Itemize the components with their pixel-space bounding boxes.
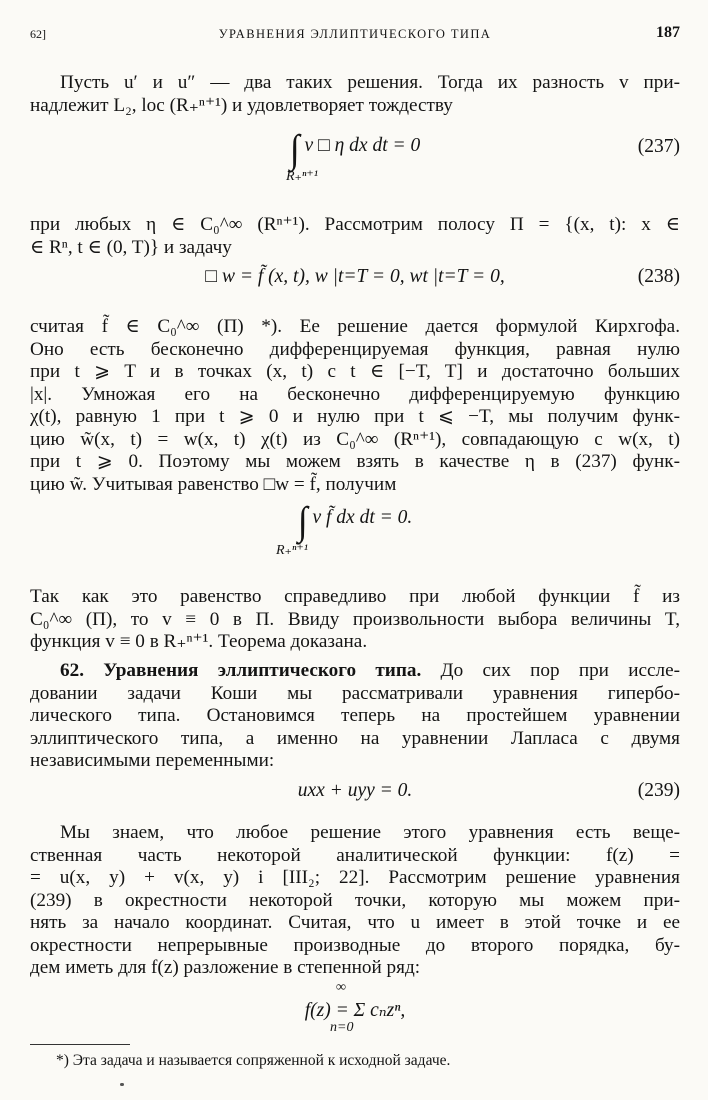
equation-body: □ w = f̃ (x, t), w |t=T = 0, wt |t=T = 0, bbox=[205, 266, 505, 287]
text-line: C₀^∞ (Π), то v ≡ 0 в Π. Ввиду произвольности выбора величины T, bbox=[30, 608, 680, 630]
text-line: независимыми переменными: bbox=[30, 750, 275, 771]
equation-239 bbox=[30, 780, 680, 820]
paragraph-3 bbox=[30, 316, 680, 496]
sum-lower-limit: n=0 bbox=[330, 1020, 354, 1035]
footnote-rule bbox=[30, 1044, 130, 1045]
text-line: окрестности непрерывные производные до второго порядка, бу- bbox=[30, 934, 680, 956]
print-mark bbox=[120, 1083, 124, 1086]
text-line: (239) в окрестности некоторой точки, которую мы можем при- bbox=[30, 889, 680, 911]
text-line: надлежит L₂, loc (R₊ⁿ⁺¹) и удовлетворяет тождеству bbox=[30, 94, 453, 116]
integral-limit: R₊ⁿ⁺¹ bbox=[276, 543, 308, 558]
text-line: дем иметь для f(z) разложение в степенной ряд: bbox=[30, 957, 421, 978]
running-header bbox=[30, 24, 680, 48]
integral-limit: R₊ⁿ⁺¹ bbox=[286, 169, 318, 184]
text-line: Мы знаем, что любое решение этого уравнения есть веще- bbox=[60, 822, 680, 843]
integral-sign: ∫ bbox=[297, 499, 308, 543]
footnote: *) Эта задача и называется сопряженной к исходной задаче. bbox=[56, 1052, 451, 1069]
integral-sign: ∫ bbox=[289, 127, 300, 171]
text-line: Пусть u′ и u″ — два таких решения. Тогда их разность v при- bbox=[60, 72, 680, 93]
text-line: при t ⩾ T и в точках (x, t) с t ∈ [−T, T] и достаточно больших bbox=[30, 361, 680, 382]
text-line: |x|. Умножая его на бесконечно дифференцируемую функцию bbox=[30, 383, 680, 405]
text-line: χ(t), равную 1 при t ⩾ 0 и нулю при t ⩽ −T, мы получим функ- bbox=[30, 406, 680, 427]
equation-body: uxx + uyy = 0. bbox=[297, 780, 413, 801]
text-line: цию w̃. Учитывая равенство □w = f̃, получим bbox=[30, 473, 397, 495]
running-title: УРАВНЕНИЯ ЭЛЛИПТИЧЕСКОГО ТИПА bbox=[218, 27, 492, 41]
page-number: 187 bbox=[656, 24, 680, 41]
sum-upper-limit: ∞ bbox=[336, 980, 346, 995]
equation-number: (238) bbox=[637, 266, 680, 287]
text-line: при любых η ∈ C₀^∞ (Rⁿ⁺¹). Рассмотрим полосу Π = {(x, t): x ∈ bbox=[30, 214, 680, 235]
text-line: эллиптического типа, а именно на уравнении Лапласа с двумя bbox=[30, 727, 680, 749]
text-line: Оно есть бесконечно дифференцируемая функция, равная нулю bbox=[30, 338, 680, 360]
text-line: нять за начало координат. Считая, что u имеет в этой точке и ее bbox=[30, 912, 680, 933]
equation-body: f(z) = Σ cₙzⁿ, bbox=[304, 1000, 406, 1021]
equation-237 bbox=[30, 128, 680, 190]
paragraph-2 bbox=[30, 214, 680, 259]
section-heading: 62. Уравнения эллиптического типа. bbox=[60, 660, 422, 681]
text-line: цию w̃(x, t) = w(x, t) χ(t) из C₀^∞ (Rⁿ⁺¹), совпадающую с w(x, t) bbox=[30, 428, 680, 450]
equation-power-series bbox=[30, 980, 680, 1040]
paragraph-1 bbox=[30, 72, 680, 117]
equation-body: v □ η dx dt = 0 bbox=[304, 135, 421, 156]
equation-238 bbox=[30, 266, 680, 306]
equation-body: v f̃ dx dt = 0. bbox=[312, 507, 413, 528]
section-marker: 62] bbox=[30, 27, 46, 41]
text-line: лического типа. Остановимся теперь на простейшем уравнении bbox=[30, 705, 680, 726]
text-line: функция v ≡ 0 в R₊ⁿ⁺¹. Теорема доказана. bbox=[30, 631, 368, 652]
section-62 bbox=[30, 660, 680, 773]
equation-number: (237) bbox=[637, 136, 680, 157]
text-line: Так как это равенство справедливо при любой функции f̃ из bbox=[30, 586, 680, 607]
text-line: при t ⩾ 0. Поэтому мы можем взять в качестве η в (237) функ- bbox=[30, 451, 680, 472]
equation-number: (239) bbox=[637, 780, 680, 801]
text-line: = u(x, y) + v(x, y) i [III₂; 22]. Рассмотрим решение уравнения bbox=[30, 867, 680, 888]
text-line: ственная часть некоторой аналитической функции: f(z) = bbox=[30, 844, 680, 866]
paragraph-5 bbox=[30, 822, 680, 980]
text-line: довании задачи Коши мы рассматривали уравнения гипербо- bbox=[30, 682, 680, 704]
paragraph-4 bbox=[30, 586, 680, 654]
text-line: считая f̃ ∈ C₀^∞ (Π) *). Ее решение дается формулой Кирхгофа. bbox=[30, 316, 680, 337]
text-line: ∈ Rⁿ, t ∈ (0, T)} и задачу bbox=[30, 236, 232, 258]
text-line: 62. Уравнения эллиптического типа. До сих пор при иссле- bbox=[60, 660, 680, 681]
equation-integral-identity bbox=[30, 500, 680, 564]
